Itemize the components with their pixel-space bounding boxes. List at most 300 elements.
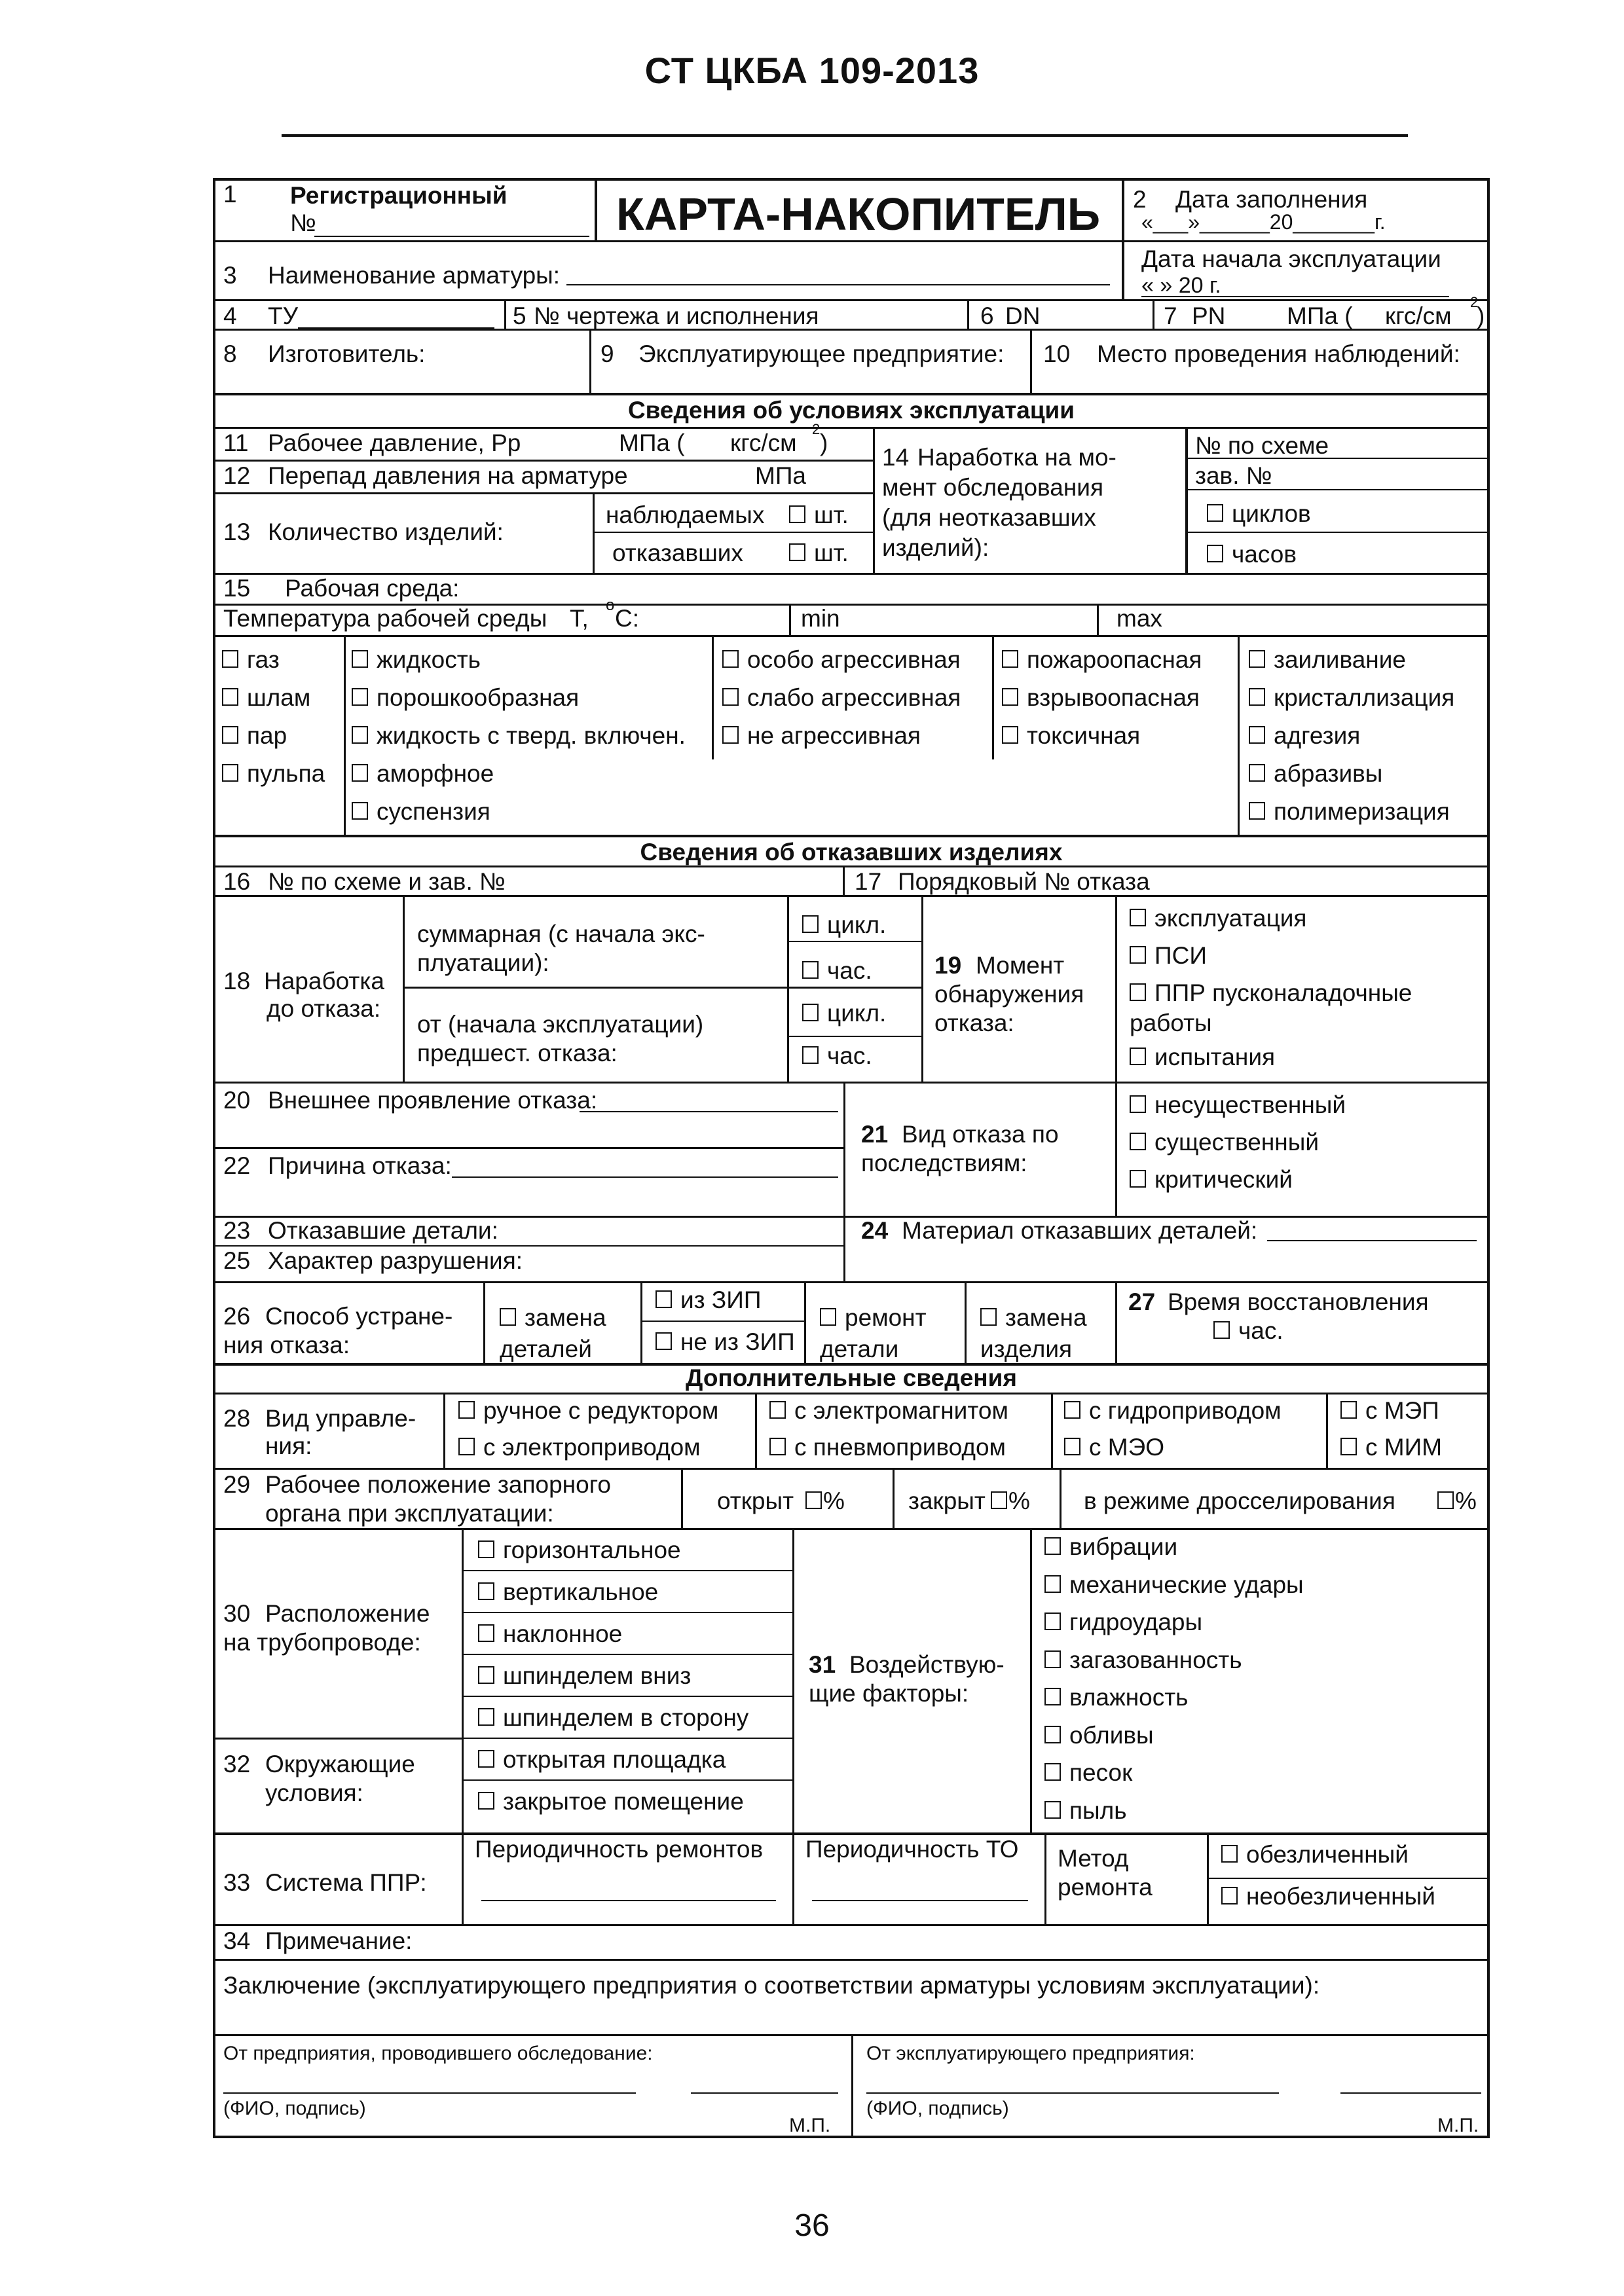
f18-bottom-rule [213, 1082, 1490, 1084]
method-personalized-checkbox[interactable] [1221, 1887, 1238, 1904]
f20-number: 20 [223, 1087, 251, 1114]
media-gas-checkbox[interactable] [222, 650, 238, 668]
f26-div-3 [804, 1281, 806, 1363]
f33-label: Система ППР: [265, 1869, 427, 1896]
f21-opts-divider [1115, 1082, 1117, 1216]
f16-label: № по схеме и зав. № [268, 868, 506, 895]
f28-meo-label: с МЭО [1089, 1434, 1164, 1461]
media-silting-label: заиливание [1274, 646, 1406, 673]
media-powder-checkbox[interactable] [352, 688, 368, 706]
f31-mechanical-shocks-checkbox[interactable] [1044, 1575, 1061, 1593]
f6-number: 6 [980, 302, 994, 329]
sig-right-mp: М.П. [1437, 2115, 1479, 2136]
f31-splashes-label: обливы [1069, 1721, 1154, 1749]
f28-hydraulic-label: с гидроприводом [1089, 1397, 1282, 1424]
page-number: 36 [794, 2208, 830, 2243]
media-amorphous-label: аморфное [377, 760, 494, 787]
f27-divider [1115, 1281, 1117, 1363]
f29-closed: закрыт [908, 1487, 986, 1514]
f26-replace-2: деталей [500, 1336, 592, 1362]
f28-mep-label: с МЭП [1365, 1397, 1439, 1424]
hours-checkbox[interactable] [1207, 545, 1223, 562]
f11-number: 11 [223, 429, 249, 456]
media-pulp-label: пульпа [247, 760, 325, 787]
f31-label-2: щие факторы: [809, 1680, 969, 1707]
sig-divider [851, 2034, 853, 2138]
temp-row-divider [213, 635, 1490, 637]
f20-label: Внешнее проявление отказа: [268, 1087, 598, 1114]
min-divider [789, 604, 791, 635]
f14-left-divider [873, 427, 875, 573]
min-label: min [801, 605, 840, 632]
f26-item-checkbox[interactable] [980, 1308, 997, 1326]
f14-label-3: (для неотказавших [882, 504, 1096, 531]
media-toxic-label: токсичная [1027, 722, 1141, 749]
f24-label: Материал отказавших деталей: [902, 1217, 1258, 1244]
media-col2-divider [344, 635, 346, 835]
f4-label: ТУ [268, 302, 299, 329]
f19-opts-divider [1115, 895, 1117, 1082]
f28-pneumatic-checkbox[interactable] [769, 1438, 786, 1455]
f31-sand-label: песок [1069, 1759, 1133, 1786]
media-sludge-checkbox[interactable] [222, 688, 238, 706]
f30-bottom-rule [213, 1738, 462, 1740]
media-bottom-rule [213, 835, 1490, 837]
f34-number: 34 [223, 1927, 251, 1954]
media-col3-divider [712, 635, 714, 759]
f20-divider [213, 1147, 843, 1149]
temp-var: T, [570, 605, 589, 632]
f30-opt-rule-2 [462, 1612, 792, 1613]
cycles-label: циклов [1232, 500, 1311, 527]
observed-checkbox[interactable] [789, 505, 805, 523]
f29-open-pct: % [823, 1487, 845, 1514]
f21-label-2: последствиям: [861, 1150, 1027, 1176]
media-col4-divider [992, 635, 994, 759]
f1-no-line [314, 236, 589, 237]
f18-prev-cycles-checkbox[interactable] [802, 1004, 819, 1021]
f12-divider [213, 492, 873, 494]
f30-inclined-checkbox[interactable] [478, 1624, 494, 1642]
media-gas-label: газ [247, 646, 280, 673]
media-silting-checkbox[interactable] [1249, 650, 1265, 668]
f30-opt-rule-3 [462, 1654, 792, 1655]
f26-number: 26 [223, 1303, 251, 1330]
f1-number: 1 [223, 181, 237, 208]
f14-label-4: изделий): [882, 534, 989, 561]
sig-left-fio: (ФИО, подпись) [223, 2098, 366, 2119]
f13-number: 13 [223, 519, 251, 545]
method-depersonalized-label: обезличенный [1246, 1841, 1409, 1868]
document-header: СТ ЦКБА 109-2013 [644, 50, 980, 91]
f30-opt-rule-1 [462, 1570, 792, 1571]
f3-number: 3 [223, 262, 237, 289]
f32-closed-checkbox[interactable] [478, 1792, 494, 1810]
media-crystallization-checkbox[interactable] [1249, 688, 1265, 706]
f28-label-2: ния: [265, 1432, 312, 1459]
extra-heading: Дополнительные сведения [686, 1364, 1017, 1391]
f19-label-2: обнаружения [934, 981, 1084, 1008]
f26-div-4 [965, 1281, 967, 1363]
media-amorphous-checkbox[interactable] [352, 764, 368, 782]
media-powder-label: порошкообразная [377, 684, 580, 711]
f19-ppr-cont: работы [1130, 1010, 1212, 1036]
f14-number: 14 [882, 444, 910, 471]
f18-total-1: суммарная (с начала экс- [417, 920, 705, 947]
f31-vibrations-checkbox[interactable] [1044, 1537, 1061, 1555]
f22-line [452, 1176, 838, 1178]
f21-insignificant-label: несущественный [1154, 1091, 1346, 1118]
f2-date: «___»______20_______г. [1141, 210, 1386, 234]
repair-period-line [481, 1900, 776, 1901]
method-personalized-label: необезличенный [1246, 1883, 1435, 1910]
f19-psi-label: ПСИ [1154, 942, 1207, 969]
f3-label: Наименование арматуры: [268, 262, 561, 289]
f9-divider [589, 330, 591, 395]
f28-electric-label: с электроприводом [483, 1434, 701, 1461]
f30-opt-rule-4 [462, 1696, 792, 1697]
sig-right-line-2 [1340, 2092, 1481, 2094]
media-explosive-label: взрывоопасная [1027, 684, 1200, 711]
f26-repair-2: детали [820, 1336, 899, 1362]
f1-no: № [290, 210, 316, 236]
scheme-divider [1185, 427, 1188, 573]
f31-gas-contamination-label: загазованность [1069, 1646, 1242, 1673]
f26-spare-label: из ЗИП [680, 1286, 762, 1313]
f7-units: кгс/см [1385, 302, 1452, 329]
f28-electromagnet-label: с электромагнитом [794, 1397, 1008, 1424]
f21-number: 21 [861, 1121, 889, 1148]
card-title: КАРТА-НАКОПИТЕЛЬ [616, 189, 1101, 240]
f28-pneumatic-label: с пневмоприводом [794, 1434, 1006, 1461]
media-weakly-aggressive-label: слабо агрессивная [747, 684, 961, 711]
serial-no-label: зав. № [1195, 462, 1272, 489]
f31-water-hammer-label: гидроудары [1069, 1609, 1203, 1635]
f30-opt-rule-5 [462, 1738, 792, 1739]
start-date-label: Дата начала эксплуатации [1141, 246, 1441, 272]
f19-divider [921, 895, 923, 1082]
f29-open-checkbox[interactable] [805, 1491, 822, 1509]
f28-label-1: Вид управле- [265, 1405, 416, 1432]
max-label: max [1116, 605, 1162, 632]
f7-label: PN [1192, 302, 1226, 329]
media-suspension-label: суспензия [377, 798, 490, 825]
f32-label-2: условия: [265, 1779, 363, 1806]
f2-label: Дата заполнения [1175, 186, 1368, 213]
f28-hydraulic-checkbox[interactable] [1064, 1401, 1080, 1419]
f18-prev-1: от (начала эксплуатации) [417, 1011, 704, 1038]
f28-electric-checkbox[interactable] [458, 1438, 475, 1455]
media-liquid-solids-label: жидкость с тверд. включен. [377, 722, 686, 749]
f18-mid-divider [403, 987, 921, 989]
f23-number: 23 [223, 1217, 251, 1244]
cycles-checkbox[interactable] [1207, 504, 1223, 522]
f18-label-2: до отказа: [267, 995, 381, 1022]
sig-left-mp: М.П. [789, 2115, 831, 2136]
f19-number: 19 [934, 952, 962, 979]
to-period-label: Периодичность ТО [805, 1836, 1019, 1863]
f21-divider [843, 1082, 845, 1216]
f30-horizontal-checkbox[interactable] [478, 1540, 494, 1558]
f18-total-hours-checkbox[interactable] [802, 961, 819, 979]
f18-total-cycles-label: цикл. [827, 911, 887, 938]
f19-label-1: Момент [976, 952, 1065, 979]
f11-label: Рабочее давление, Рр [268, 429, 521, 456]
method-depersonalized-checkbox[interactable] [1221, 1845, 1238, 1863]
media-liquid-solids-checkbox[interactable] [352, 726, 368, 744]
accumulator-card-form [213, 178, 1490, 2138]
f18-prev-2: предшест. отказа: [417, 1040, 618, 1066]
conditions-heading-rule [213, 427, 1490, 429]
f31-dust-checkbox[interactable] [1044, 1801, 1061, 1819]
f32-open-checkbox[interactable] [478, 1750, 494, 1768]
f2-row-divider [1122, 240, 1490, 242]
sig-right-line-1 [866, 2092, 1279, 2094]
f33-method-divider [1207, 1878, 1490, 1879]
f29-label-1: Рабочее положение запорного [265, 1471, 611, 1498]
f31-vibrations-label: вибрации [1069, 1533, 1178, 1560]
media-toxic-checkbox[interactable] [1002, 726, 1018, 744]
media-abrasives-label: абразивы [1274, 760, 1383, 787]
f28-manual-checkbox[interactable] [458, 1401, 475, 1419]
f18-total-cycles-checkbox[interactable] [802, 915, 819, 933]
f6-divider [967, 299, 969, 329]
method-label-1: Метод [1058, 1845, 1129, 1872]
f24-divider [843, 1216, 845, 1281]
f13-label: Количество изделий: [268, 519, 504, 545]
f15-number: 15 [223, 575, 251, 602]
media-abrasives-checkbox[interactable] [1249, 764, 1265, 782]
f19-psi-checkbox[interactable] [1130, 946, 1146, 964]
f7-number: 7 [1164, 302, 1177, 329]
f30-div-1 [462, 1528, 464, 1832]
media-weakly-aggressive-checkbox[interactable] [722, 688, 739, 706]
f11-units: МПа ( [619, 429, 685, 456]
f31-mechanical-shocks-label: механические удары [1069, 1571, 1304, 1598]
f17-divider [843, 866, 845, 895]
hours-label: часов [1232, 541, 1297, 568]
media-explosive-checkbox[interactable] [1002, 688, 1018, 706]
f19-operation-checkbox[interactable] [1130, 909, 1146, 926]
header-rule [282, 134, 1408, 137]
f26-label-2: ния отказа: [223, 1332, 350, 1358]
media-polymerization-checkbox[interactable] [1249, 802, 1265, 820]
failed-checkbox[interactable] [789, 543, 805, 561]
f30-label-2: на трубопроводе: [223, 1629, 421, 1656]
f30-label-1: Расположение [265, 1600, 430, 1627]
method-label-2: ремонта [1058, 1874, 1153, 1901]
f30-spindle-down-label: шпинделем вниз [503, 1662, 692, 1689]
f5-number: 5 [513, 302, 526, 329]
conditions-heading: Сведения об условиях эксплуатации [627, 397, 1075, 424]
f33-number: 33 [223, 1869, 251, 1896]
max-divider [1097, 604, 1099, 635]
f29-div-1 [681, 1468, 683, 1528]
f19-label-3: отказа: [934, 1010, 1014, 1036]
f9-number: 9 [600, 340, 614, 367]
f30-spindle-side-checkbox[interactable] [478, 1708, 494, 1726]
f29-throttle-pct: % [1455, 1487, 1477, 1514]
extra-heading-rule [213, 1393, 1490, 1394]
f25-bottom-rule [213, 1281, 1490, 1283]
f18-tick-1 [787, 941, 921, 942]
f21-label-1: Вид отказа по [902, 1121, 1059, 1148]
f29-throttle-checkbox[interactable] [1437, 1491, 1454, 1509]
f19-tests-label: испытания [1154, 1044, 1276, 1070]
f7-units-pre: МПа ( [1287, 302, 1353, 329]
f7-divider [1153, 299, 1154, 329]
f28-div-3 [1051, 1393, 1053, 1468]
f14-label-1: Наработка на мо- [917, 444, 1116, 471]
f34-bottom-rule [213, 1959, 1490, 1961]
f29-closed-checkbox[interactable] [991, 1491, 1007, 1509]
f29-div-3 [1060, 1468, 1061, 1528]
f32-closed-label: закрытое помещение [503, 1788, 744, 1815]
f33-div-1 [462, 1832, 464, 1924]
temp-unit-sup: o [606, 596, 615, 614]
start-date-line [1141, 296, 1449, 297]
f16-number: 16 [223, 868, 251, 895]
f14-label-2: мент обследования [882, 474, 1104, 501]
f29-closed-pct: % [1008, 1487, 1030, 1514]
f4-number: 4 [223, 302, 237, 329]
f23-label: Отказавшие детали: [268, 1217, 498, 1244]
start-date: « » 20 г. [1141, 273, 1221, 298]
media-col5-divider [1238, 635, 1240, 835]
media-non-aggressive-checkbox[interactable] [722, 726, 739, 744]
f2-divider [1122, 178, 1124, 299]
f31-div [792, 1528, 794, 1832]
f8-number: 8 [223, 340, 237, 367]
f28-mep-checkbox[interactable] [1340, 1401, 1357, 1419]
f1-label: Регистрационный [290, 182, 507, 209]
f18-prev-hours-checkbox[interactable] [802, 1046, 819, 1064]
f19-ppr-checkbox[interactable] [1130, 983, 1146, 1001]
media-pulp-checkbox[interactable] [222, 764, 238, 782]
temp-label: Температура рабочей среды [223, 605, 547, 632]
f18-total-2: плуатации): [417, 949, 549, 976]
f26-div-2 [640, 1281, 642, 1363]
f18-label-1: Наработка [264, 968, 384, 994]
f18-total-hours-label: час. [827, 957, 872, 984]
f29-div-2 [893, 1468, 895, 1528]
conclusion-label: Заключение (эксплуатирующего предприятия о соответствии арматуры условиям эксплуатации): [223, 1972, 1320, 1999]
f19-tests-checkbox[interactable] [1130, 1048, 1146, 1065]
f28-manual-label: ручное с редуктором [483, 1397, 719, 1424]
f29-open: открыт [717, 1487, 794, 1514]
f24-number: 24 [861, 1217, 889, 1244]
media-highly-aggressive-label: особо агрессивная [747, 646, 961, 673]
f17-number: 17 [855, 868, 882, 895]
media-liquid-checkbox[interactable] [352, 650, 368, 668]
f31-humidity-checkbox[interactable] [1044, 1688, 1061, 1705]
scheme-div-3 [1185, 532, 1490, 533]
f26-nonspare-checkbox[interactable] [655, 1332, 672, 1350]
f32-bottom-rule [213, 1832, 1490, 1835]
f28-meo-checkbox[interactable] [1064, 1438, 1080, 1455]
f33-div-2 [792, 1832, 794, 1924]
f24-line [1267, 1240, 1477, 1241]
f6-label: DN [1005, 302, 1041, 329]
f29-throttle: в режиме дросселирования [1084, 1487, 1395, 1514]
media-liquid-label: жидкость [377, 646, 481, 673]
f11-kgs: кгс/см [730, 429, 797, 456]
failures-heading: Сведения об отказавших изделиях [640, 839, 1063, 866]
f26-replace-checkbox[interactable] [500, 1308, 516, 1326]
f32-open-label: открытая площадка [503, 1746, 726, 1773]
f31-gas-contamination-checkbox[interactable] [1044, 1650, 1061, 1668]
f21-critical-checkbox[interactable] [1130, 1170, 1146, 1188]
f28-bottom-rule [213, 1468, 1490, 1470]
f26-div-1 [483, 1281, 485, 1363]
f27-hours-label: час. [1238, 1317, 1283, 1344]
media-flammable-checkbox[interactable] [1002, 650, 1018, 668]
f32-label-1: Окружающие [265, 1751, 415, 1777]
f25-number: 25 [223, 1247, 251, 1274]
f10-label: Место проведения наблюдений: [1097, 340, 1460, 367]
f29-number: 29 [223, 1471, 251, 1498]
f18-prev-hours-label: час. [827, 1042, 872, 1069]
f26-spare-checkbox[interactable] [655, 1290, 672, 1308]
media-sludge-label: шлам [247, 684, 311, 711]
media-steam-checkbox[interactable] [222, 726, 238, 744]
sig-left-line-1 [223, 2092, 636, 2094]
f27-label: Время восстановления [1168, 1288, 1429, 1315]
f15-label: Рабочая среда: [285, 575, 460, 602]
f11-sup: 2 [812, 421, 821, 437]
f12-units: МПа [755, 462, 806, 489]
f21-insignificant-checkbox[interactable] [1130, 1095, 1146, 1113]
media-crystallization-label: кристаллизация [1274, 684, 1455, 711]
repair-period-label: Периодичность ремонтов [475, 1836, 764, 1863]
f31-water-hammer-checkbox[interactable] [1044, 1613, 1061, 1630]
f28-electromagnet-checkbox[interactable] [769, 1401, 786, 1419]
f29-bottom-rule [213, 1528, 1490, 1530]
f18-tick-2 [787, 1036, 921, 1037]
f31-sand-checkbox[interactable] [1044, 1763, 1061, 1781]
f30-vertical-checkbox[interactable] [478, 1582, 494, 1600]
f26-repair-checkbox[interactable] [820, 1308, 836, 1326]
failed-pcs: шт. [814, 539, 849, 566]
f27-hours-checkbox[interactable] [1213, 1321, 1230, 1339]
f31-splashes-checkbox[interactable] [1044, 1726, 1061, 1743]
f28-div-4 [1326, 1393, 1328, 1468]
f30-spindle-down-checkbox[interactable] [478, 1666, 494, 1684]
f26-nonspare-label: не из ЗИП [680, 1328, 795, 1355]
f29-label-2: органа при эксплуатации: [265, 1500, 554, 1527]
f27-number: 27 [1128, 1288, 1156, 1315]
f21-significant-label: существенный [1154, 1129, 1319, 1156]
media-polymerization-label: полимеризация [1274, 798, 1450, 825]
f28-div-1 [443, 1393, 445, 1468]
media-suspension-checkbox[interactable] [352, 802, 368, 820]
media-adhesion-checkbox[interactable] [1249, 726, 1265, 744]
f28-div-2 [755, 1393, 757, 1468]
media-highly-aggressive-checkbox[interactable] [722, 650, 739, 668]
f30-spindle-side-label: шпинделем в сторону [503, 1704, 749, 1731]
f3-row-divider [213, 299, 1490, 301]
f32-number: 32 [223, 1751, 251, 1777]
f22-label: Причина отказа: [268, 1152, 452, 1179]
f11-close: ) [820, 429, 828, 456]
f26-item-2: изделия [980, 1336, 1073, 1362]
f21-significant-checkbox[interactable] [1130, 1133, 1146, 1150]
sig-right-fio: (ФИО, подпись) [866, 2098, 1009, 2119]
f30-vertical-label: вертикальное [503, 1578, 659, 1605]
observed-pcs: шт. [814, 501, 849, 528]
f28-mim-checkbox[interactable] [1340, 1438, 1357, 1455]
f31-number: 31 [809, 1651, 836, 1678]
